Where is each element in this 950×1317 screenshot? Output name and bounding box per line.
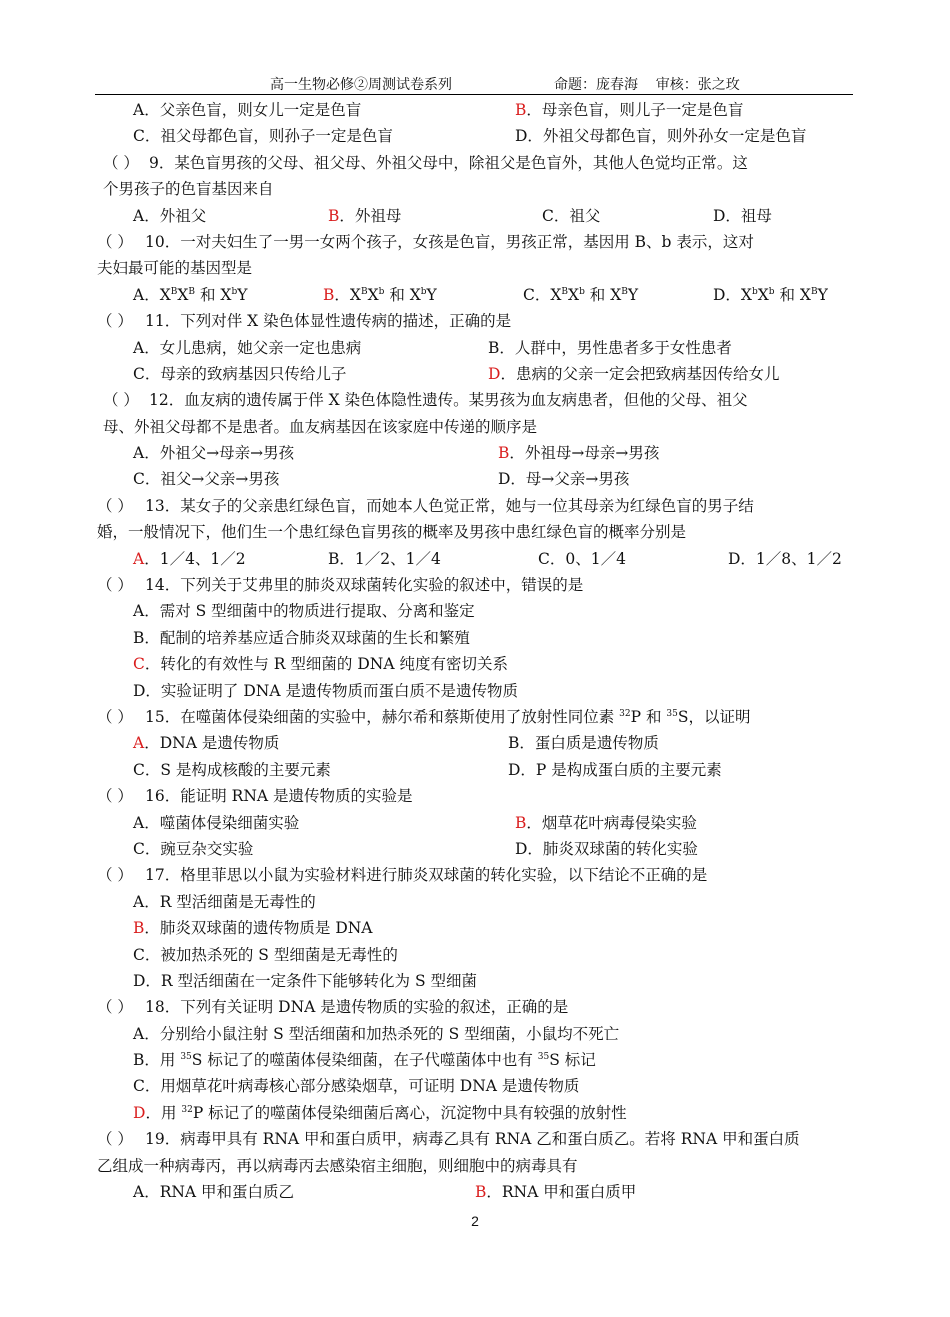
page-header xyxy=(95,72,853,95)
q10-option-c: C．$X^BX^b$ 和 $X^BY$ xyxy=(523,285,639,304)
q18-option-d-row xyxy=(95,1100,853,1126)
q10-stem-cont: 夫妇最可能的基因型是 xyxy=(97,259,253,278)
q9-option-c: C．祖父 xyxy=(542,206,601,225)
q14-option-c: C．转化的有效性与 R 型细菌的 DNA 纯度有密切关系 xyxy=(133,655,508,674)
q10-option-b: B．$X^BX^b$ 和 $X^bY$ xyxy=(323,285,437,304)
q10-options xyxy=(95,282,853,308)
q16-text: 16．能证明 RNA 是遗传物质的实验是 xyxy=(145,787,413,806)
q12-option-c: C．祖父→父亲→男孩 xyxy=(133,470,280,489)
q10-option-a: A．$X^BX^B$ 和 $X^bY$ xyxy=(133,285,248,304)
q11-options-row1 xyxy=(95,335,853,361)
answer-blank: （ ） xyxy=(97,866,133,885)
q10-text: 10．一对夫妇生了一男一女两个孩子，女孩是色盲，男孩正常，基因用 B、b 表示，这对 xyxy=(145,232,754,251)
q13-option-d: D．1／8、1／2 xyxy=(728,549,842,568)
q12-stem-cont: 母、外祖父母都不是患者。血友病基因在该家庭中传递的顺序是 xyxy=(103,417,538,436)
q17-text: 17．格里菲思以小鼠为实验材料进行肺炎双球菌的转化实验，以下结论不正确的是 xyxy=(145,866,708,885)
q16-option-a: A．噬菌体侵染细菌实验 xyxy=(133,813,300,832)
q13-text: 13．某女子的父亲患红绿色盲，而她本人色觉正常，她与一位其母亲为红绿色盲的男子结 xyxy=(145,496,754,515)
q18-option-b-row xyxy=(95,1047,853,1073)
q16-option-d: D．肺炎双球菌的转化实验 xyxy=(515,839,698,858)
answer-blank: （ ） xyxy=(103,391,139,410)
q15-stem xyxy=(95,704,853,730)
q9-option-a: A．外祖父 xyxy=(133,206,207,225)
question-list xyxy=(95,97,853,1205)
answer-blank: （ ） xyxy=(97,1130,133,1149)
q12-text: 12．血友病的遗传属于伴 X 染色体隐性遗传。某男孩为血友病患者，但他的父母、祖父 xyxy=(149,391,748,410)
q14-option-a: A．需对 S 型细菌中的物质进行提取、分离和鉴定 xyxy=(133,602,475,621)
q8-option-c: C．祖父母都色盲，则孙子一定是色盲 xyxy=(133,127,393,146)
q8-option-a: A．父亲色盲，则女儿一定是色盲 xyxy=(133,101,362,119)
q19-stem xyxy=(95,1126,853,1152)
q8-options-row2 xyxy=(95,123,853,149)
q18-option-d: D．用 $^{32}$P 标记了的噬菌体侵染细菌后离心，沉淀物中具有较强的放射性 xyxy=(133,1103,627,1122)
answer-blank: （ ） xyxy=(97,998,133,1017)
q13-option-b: B．1／2、1／4 xyxy=(328,549,441,568)
q17-option-a: A．R 型活细菌是无毒性的 xyxy=(133,892,316,911)
answer-blank: （ ） xyxy=(97,232,133,251)
answer-blank: （ ） xyxy=(97,707,133,726)
q15-options-row2 xyxy=(95,757,853,783)
answer-blank: （ ） xyxy=(103,153,139,172)
q9-stem xyxy=(95,150,853,176)
q16-option-b: B．烟草花叶病毒侵染实验 xyxy=(515,813,697,832)
q14-option-d-row xyxy=(95,678,853,704)
q11-option-b: B．人群中，男性患者多于女性患者 xyxy=(488,338,732,357)
q15-text: 15．在噬菌体侵染细菌的实验中，赫尔希和蔡斯使用了放射性同位素 $^{32}$P 和 $^{35}$S，以证明 xyxy=(145,707,751,726)
q19-stem-cont: 乙组成一种病毒丙，再以病毒丙去感染宿主细胞，则细胞中的病毒具有 xyxy=(97,1156,578,1175)
q13-option-a: A．1／4、1／2 xyxy=(133,549,246,568)
q11-stem xyxy=(95,308,853,334)
q16-options-row1 xyxy=(95,810,853,836)
q12-options-row1 xyxy=(95,440,853,466)
q10-stem xyxy=(95,229,853,255)
q18-option-a-row xyxy=(95,1021,853,1047)
q13-stem xyxy=(95,493,853,519)
q12-stem xyxy=(95,387,853,413)
q19-option-b: B．RNA 甲和蛋白质甲 xyxy=(475,1183,637,1202)
answer-blank: （ ） xyxy=(97,312,133,331)
q14-option-d: D．实验证明了 DNA 是遗传物质而蛋白质不是遗传物质 xyxy=(133,681,518,700)
q18-option-c-row xyxy=(95,1073,853,1099)
q19-text: 19．病毒甲具有 RNA 甲和蛋白质甲，病毒乙具有 RNA 乙和蛋白质乙。若将 RNA 甲和蛋白质 xyxy=(145,1130,800,1149)
q18-option-b: B．用 $^{35}$S 标记了的噬菌体侵染细菌，在子代噬菌体中也有 $^{35}$S 标记 xyxy=(133,1051,596,1070)
q15-options-row1 xyxy=(95,730,853,756)
q18-option-c: C．用烟草花叶病毒核心部分感染烟草，可证明 DNA 是遗传物质 xyxy=(133,1077,580,1096)
q16-stem xyxy=(95,783,853,809)
q17-stem xyxy=(95,862,853,888)
q12-option-d: D．母→父亲→男孩 xyxy=(498,470,630,489)
answer-blank: （ ） xyxy=(97,496,133,515)
q8-option-b: B．母亲色盲，则儿子一定是色盲 xyxy=(515,101,744,119)
q15-option-a: A．DNA 是遗传物质 xyxy=(133,734,280,753)
q13-options xyxy=(95,546,853,572)
q14-option-c-row xyxy=(95,651,853,677)
q14-stem xyxy=(95,572,853,598)
q18-text: 18．下列有关证明 DNA 是遗传物质的实验的叙述，正确的是 xyxy=(145,998,569,1017)
q9-text: 9．某色盲男孩的父母、祖父母、外祖父母中，除祖父是色盲外，其他人色觉均正常。这 xyxy=(149,153,748,172)
q14-option-b-row xyxy=(95,625,853,651)
q9-options xyxy=(95,203,853,229)
q17-option-d: D．R 型活细菌在一定条件下能够转化为 S 型细菌 xyxy=(133,971,477,990)
q17-option-b: B．肺炎双球菌的遗传物质是 DNA xyxy=(133,919,373,938)
answer-blank: （ ） xyxy=(97,576,133,595)
q12-options-row2 xyxy=(95,466,853,492)
q10-option-d: D．$X^bX^b$ 和 $X^BY$ xyxy=(713,285,828,304)
q17-option-a-row xyxy=(95,889,853,915)
q15-option-c: C．S 是构成核酸的主要元素 xyxy=(133,760,331,779)
q12-option-b: B．外祖母→母亲→男孩 xyxy=(498,444,660,463)
q17-option-c-row xyxy=(95,942,853,968)
q14-option-b: B．配制的培养基应适合肺炎双球菌的生长和繁殖 xyxy=(133,628,470,647)
answer-blank: （ ） xyxy=(97,787,133,806)
q8-option-d: D．外祖父母都色盲，则外孙女一定是色盲 xyxy=(515,127,807,146)
q9-option-b: B．外祖母 xyxy=(328,206,402,225)
q18-stem xyxy=(95,994,853,1020)
page-number: 2 xyxy=(471,1213,479,1229)
q14-text: 14．下列关于艾弗里的肺炎双球菌转化实验的叙述中，错误的是 xyxy=(145,576,584,595)
q19-option-a: A．RNA 甲和蛋白质乙 xyxy=(133,1183,295,1202)
q11-options-row2 xyxy=(95,361,853,387)
q13-option-c: C．0、1／4 xyxy=(538,549,626,568)
credits: 命题：庞春海 审核：张之玫 xyxy=(554,77,740,93)
q11-text: 11．下列对伴 X 染色体显性遗传病的描述，正确的是 xyxy=(145,312,512,331)
q14-option-a-row xyxy=(95,598,853,624)
q9-stem-cont: 个男孩子的色盲基因来自 xyxy=(103,180,274,199)
q13-stem-cont: 婚，一般情况下，他们生一个患红绿色盲男孩的概率及男孩中患红绿色盲的概率分别是 xyxy=(97,523,687,542)
q9-option-d: D．祖母 xyxy=(713,206,772,225)
q16-option-c: C．豌豆杂交实验 xyxy=(133,839,254,858)
q17-option-b-row xyxy=(95,915,853,941)
q8-options-row1 xyxy=(95,97,853,123)
q12-option-a: A．外祖父→母亲→男孩 xyxy=(133,444,295,463)
q17-option-d-row xyxy=(95,968,853,994)
q15-option-b: B．蛋白质是遗传物质 xyxy=(508,734,659,753)
q11-option-d: D．患病的父亲一定会把致病基因传给女儿 xyxy=(488,364,780,383)
q18-option-a: A．分别给小鼠注射 S 型活细菌和加热杀死的 S 型细菌，小鼠均不死亡 xyxy=(133,1024,620,1043)
q11-option-a: A．女儿患病，她父亲一定也患病 xyxy=(133,338,362,357)
q19-options-row1 xyxy=(95,1179,853,1205)
q11-option-c: C．母亲的致病基因只传给儿子 xyxy=(133,364,347,383)
q16-options-row2 xyxy=(95,836,853,862)
q17-option-c: C．被加热杀死的 S 型细菌是无毒性的 xyxy=(133,945,398,964)
series-title: 高一生物必修②周测试卷系列 xyxy=(270,77,452,93)
q15-option-d: D．P 是构成蛋白质的主要元素 xyxy=(508,760,722,779)
